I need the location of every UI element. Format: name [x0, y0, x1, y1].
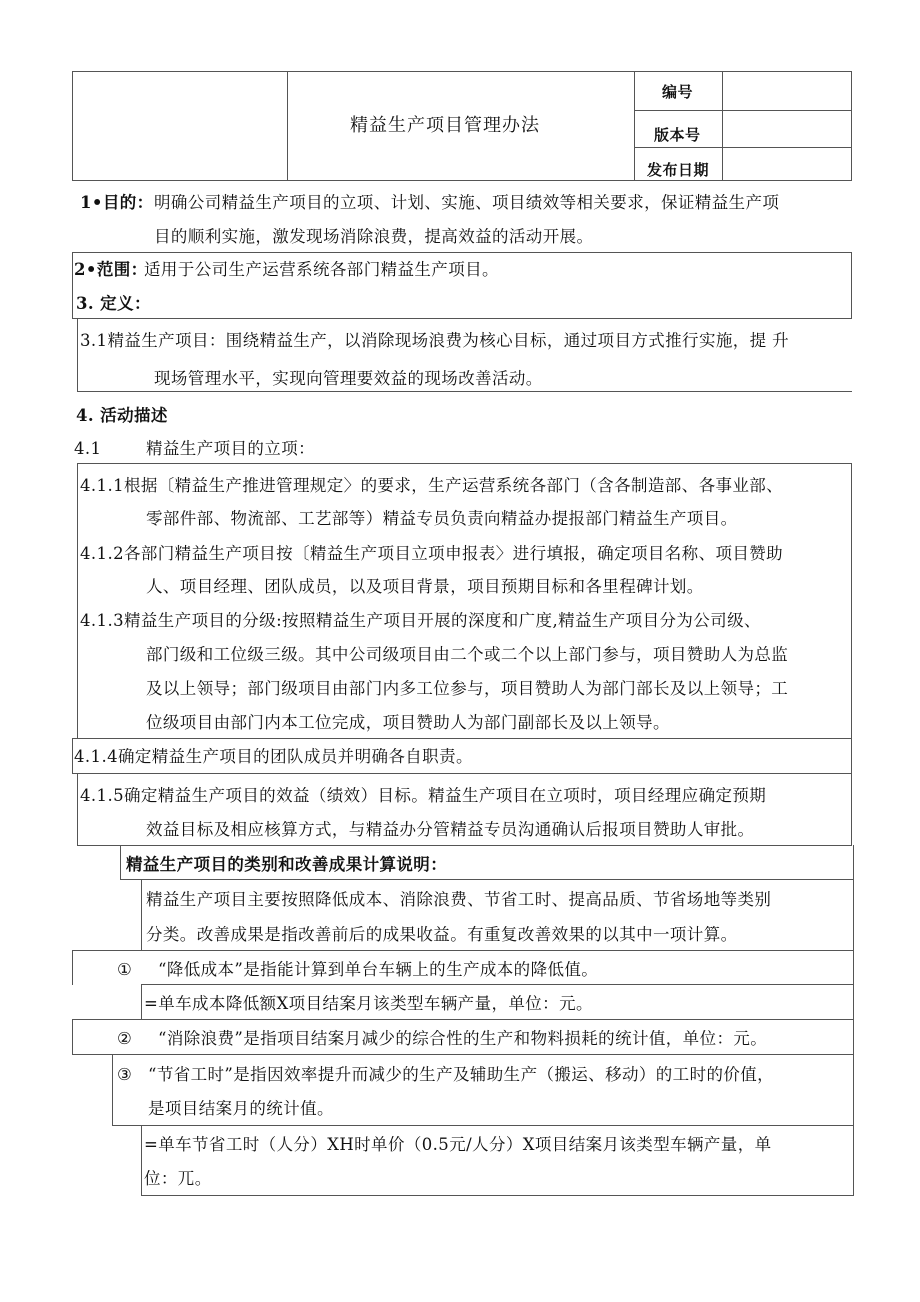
date-value-cell	[723, 148, 851, 180]
item-4-1-4-line1: 4.1.4确定精益生产项目的团队成员并明确各自职责。	[74, 747, 473, 766]
item-eliminate-waste-mark: ②	[117, 1029, 133, 1048]
document-title: 精益生产项目管理办法	[350, 115, 540, 136]
number-value-cell	[723, 72, 851, 110]
item-4-1-2-line1: 4.1.2各部门精益生产项目按〔精益生产项目立项申报表〉进行填报，确定项目名称、项目赞助	[80, 544, 784, 563]
definition-3-1-line1: 3.1精益生产项目：围绕精益生产，以消除现场浪费为核心目标，通过项目方式推行实施，提 升	[80, 331, 790, 350]
category-heading: 精益生产项目的类别和改善成果计算说明：	[126, 855, 448, 874]
definition-heading: 3. 定义：	[76, 294, 151, 313]
item-4-1-1-line1: 4.1.1根据〔精益生产推进管理规定〉的要求，生产运营系统各部门（含各制造部、各事业部、	[80, 476, 784, 495]
activity-heading: 4. 活动描述	[76, 406, 168, 425]
category-desc-line1: 精益生产项目主要按照降低成本、消除浪费、节省工时、提高品质、节省场地等类别	[146, 890, 772, 909]
item-save-hours-formula-line2: 位：兀。	[144, 1169, 212, 1188]
item-save-hours-line1: “节省工时”是指因效率提升而减少的生产及辅助生产（搬运、移动）的工时的价值，	[148, 1065, 775, 1084]
item-reduce-cost-formula: =单车成本降低额X项目结案月该类型车辆产量，单位：元。	[144, 994, 593, 1013]
item-4-1-3-line2: 部门级和工位级三级。其中公司级项目由二个或二个以上部门参与，项目赞助人为总监	[146, 645, 789, 664]
category-desc-line2: 分类。改善成果是指改善前后的成果收益。有重复改善效果的以其中一项计算。	[146, 925, 738, 944]
item-4-1-2-line2: 人、项目经理、团队成员，以及项目背景，项目预期目标和各里程碑计划。	[146, 577, 704, 596]
item-4-1-5-line1: 4.1.5确定精益生产项目的效益（绩效）目标。精益生产项目在立项时，项目经理应确定预期	[80, 786, 767, 805]
item-reduce-cost-mark: ①	[117, 960, 133, 979]
label-number: 编号	[662, 83, 694, 101]
item-4-1-3-line1: 4.1.3精益生产项目的分级:按照精益生产项目开展的深度和广度,精益生产项目分为公司级、	[80, 611, 761, 630]
purpose-text-line2: 目的顺利实施，激发现场消除浪费，提高效益的活动开展。	[154, 227, 594, 246]
activity-4-1-title: 精益生产项目的立项：	[146, 439, 315, 458]
item-4-1-3-line3: 及以上领导；部门级项目由部门内多工位参与，项目赞助人为部门部长及以上领导；工	[146, 679, 789, 698]
item-save-hours-formula-line1: =单车节省工时（人分）XH时单价（0.5元/人分）X项目结案月该类型车辆产量，单	[144, 1135, 772, 1154]
label-version: 版本号	[654, 126, 701, 144]
item-4-1-3-line4: 位级项目由部门内本工位完成，项目赞助人为部门副部长及以上领导。	[146, 713, 670, 732]
purpose-text-line1: 明确公司精益生产项目的立项、计划、实施、项目绩效等相关要求，保证精益生产项	[154, 193, 780, 212]
label-release-date: 发布日期	[647, 161, 710, 179]
scope-number: 2•范围：	[74, 260, 148, 279]
definition-3-1-line2: 现场管理水平，实现向管理要效益的现场改善活动。	[154, 369, 543, 388]
version-value-cell	[723, 111, 851, 147]
scope-text: 适用于公司生产运营系统各部门精益生产项目。	[144, 260, 499, 279]
purpose-number: 1•目的：	[80, 193, 154, 212]
item-save-hours-line2: 是项目结案月的统计值。	[148, 1099, 334, 1118]
item-eliminate-waste-text: “消除浪费”是指项目结案月减少的综合性的生产和物料损耗的统计值，单位：元。	[158, 1029, 768, 1048]
item-4-1-1-line2: 零部件部、物流部、工艺部等）精益专员负责向精益办提报部门精益生产项目。	[146, 509, 738, 528]
activity-4-1-number: 4.1	[74, 439, 102, 458]
item-4-1-5-line2: 效益目标及相应核算方式，与精益办分管精益专员沟通确认后报项目赞助人审批。	[146, 820, 755, 839]
item-save-hours-mark: ③	[117, 1065, 133, 1084]
item-reduce-cost-text: “降低成本”是指能计算到单台车辆上的生产成本的降低值。	[158, 960, 599, 979]
